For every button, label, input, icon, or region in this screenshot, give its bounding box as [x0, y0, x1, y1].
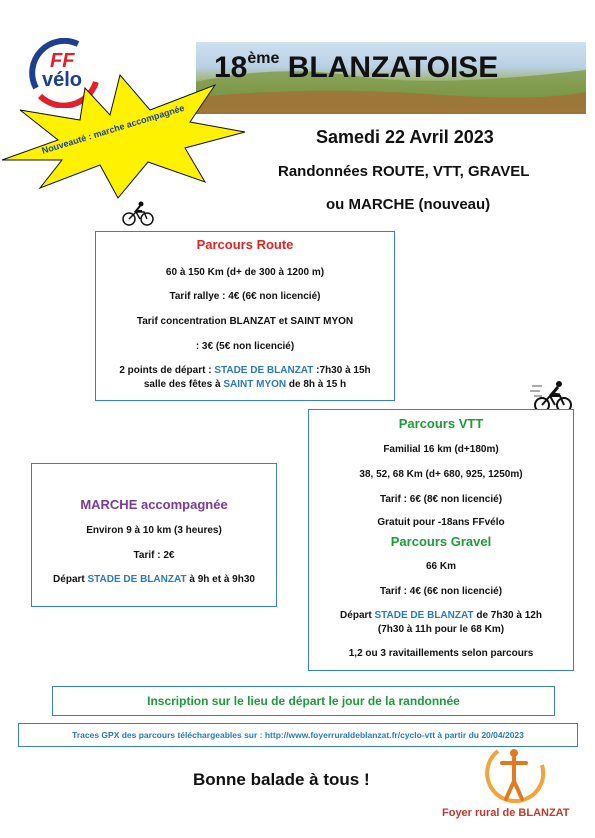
event-date: Samedi 22 Avril 2023 — [316, 127, 494, 147]
edition-suffix: ème — [247, 50, 280, 67]
vtt-ravitaillement: 1,2 ou 3 ravitaillements selon parcours — [348, 648, 534, 659]
gravel-title: Parcours Gravel — [390, 534, 492, 549]
goodbye-text: Bonne balade à tous ! — [193, 770, 370, 789]
vtt-depart-place: STADE DE BLANZAT — [374, 610, 474, 621]
foyer-rural-name: Foyer rural de BLANZAT — [442, 807, 570, 819]
vtt-gravel-box — [308, 409, 574, 671]
marche-title: MARCHE accompagnée — [80, 497, 228, 512]
marche-depart: Départ STADE DE BLANZAT à 9h et à 9h30 — [53, 574, 255, 585]
traces-text[interactable]: Traces GPX des parcours téléchargeables sur : http://www.foyerruraldeblanzat.fr/cyclo-vtt à partir du 20/04/2023 — [72, 730, 524, 740]
event-subtitle-1: Randonnées ROUTE, VTT, GRAVEL — [278, 163, 530, 180]
vtt-depart: Départ STADE DE BLANZAT de 7h30 à 12h — [340, 610, 542, 621]
route-title: Parcours Route — [196, 237, 294, 252]
marche-tarif: Tarif : 2€ — [133, 550, 175, 561]
gravel-distance: 66 Km — [425, 561, 456, 572]
starburst-text: Nouveauté : marche accompagnée — [40, 102, 186, 156]
vtt-familial: Familial 16 km (d+180m) — [383, 444, 499, 455]
route-depart-line2: salle des fêtes à SAINT MYON de 8h à 15 h — [143, 379, 347, 390]
vtt-tarif: Tarif : 6€ (8€ non licencié) — [379, 494, 503, 505]
edition-number: 18 — [214, 51, 248, 84]
foyer-rural-logo — [478, 743, 548, 803]
gravel-tarif: Tarif : 4€ (6€ non licencié) — [379, 586, 503, 597]
vtt-distances: 38, 52, 68 Km (d+ 680, 925, 1250m) — [359, 469, 523, 480]
route-tarif-concentration-price: : 3€ (5€ non licencié) — [195, 341, 295, 352]
logo-bottom-text: vélo — [42, 69, 83, 91]
marche-box — [31, 463, 277, 607]
route-tarif-concentration: Tarif concentration BLANZAT et SAINT MYON — [136, 316, 354, 327]
event-name: BLANZATOISE — [287, 51, 499, 84]
vtt-title: Parcours VTT — [398, 416, 484, 431]
inscription-text: Inscription sur le lieu de départ le jour de la randonnée — [147, 694, 460, 708]
route-depart-line1: 2 points de départ : STADE DE BLANZAT :7h30 à 15h — [119, 365, 371, 376]
vtt-gratuit: Gratuit pour -18ans FFvélo — [377, 517, 505, 528]
marche-distance: Environ 9 à 10 km (3 heures) — [86, 525, 222, 536]
event-title — [214, 50, 498, 85]
route-distance: 60 à 150 Km (d+ de 300 à 1200 m) — [165, 267, 325, 278]
starburst-icon — [0, 70, 255, 200]
foyer-rural-logo-icon — [478, 743, 548, 803]
logo-top-text: FF — [50, 50, 75, 72]
road-cyclist-icon — [122, 200, 154, 231]
inscription-box — [52, 686, 555, 716]
nouveaute-starburst — [0, 70, 255, 200]
route-tarif-rallye: Tarif rallye : 4€ (6€ non licencié) — [169, 291, 321, 302]
marche-depart-place: STADE DE BLANZAT — [87, 574, 187, 585]
event-subtitle-2: ou MARCHE (nouveau) — [326, 196, 491, 213]
route-box — [95, 231, 395, 401]
route-depart-place2: SAINT MYON — [223, 379, 287, 390]
vtt-depart-note: (7h30 à 11h pour le 68 Km) — [377, 624, 505, 635]
route-depart-place1: STADE DE BLANZAT — [214, 365, 314, 376]
